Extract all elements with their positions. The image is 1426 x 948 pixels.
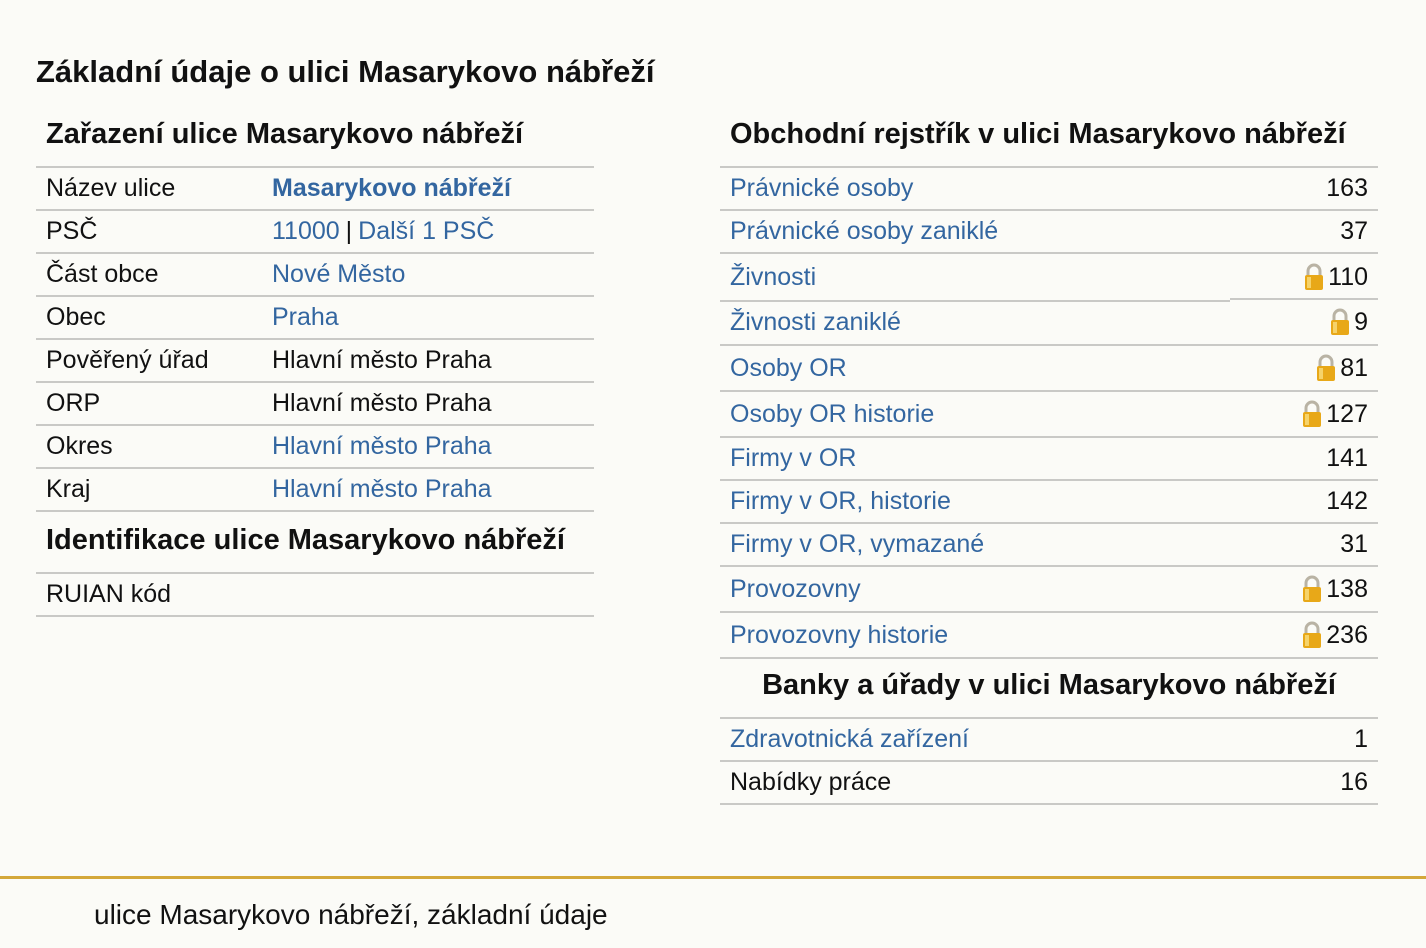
psc-row xyxy=(36,211,594,254)
list-item xyxy=(720,254,1378,300)
authorized-office-row xyxy=(36,340,594,383)
or-persons-link[interactable]: Osoby OR xyxy=(730,353,847,382)
list-item xyxy=(720,346,1378,392)
district-part-row xyxy=(36,254,594,297)
list-item xyxy=(720,613,1378,659)
footer-caption: ulice Masarykovo nábřeží, základní údaje xyxy=(94,899,608,930)
count-locked xyxy=(1301,400,1368,429)
identification-heading: Identifikace ulice Masarykovo nábřeží xyxy=(36,512,594,574)
county-link[interactable]: Hlavní město Praha xyxy=(272,432,492,460)
orp-row xyxy=(36,383,594,426)
classification-heading: Zařazení ulice Masarykovo nábřeží xyxy=(36,108,594,168)
row-label: PSČ xyxy=(46,217,98,245)
psc-link[interactable]: 11000 xyxy=(272,217,340,245)
premises-history-link[interactable]: Provozovny historie xyxy=(730,620,949,649)
count: 37 xyxy=(1340,217,1368,245)
or-companies-link[interactable]: Firmy v OR xyxy=(730,444,857,472)
separator: | xyxy=(345,217,353,245)
psc-value xyxy=(272,217,584,246)
street-name-row xyxy=(36,168,594,211)
list-item xyxy=(720,481,1378,524)
page-title: Základní údaje o ulici Masarykovo nábřeží xyxy=(36,54,655,89)
padlock-icon[interactable] xyxy=(1303,263,1325,291)
list-item xyxy=(720,719,1378,762)
count-locked xyxy=(1303,263,1368,292)
count-value: 138 xyxy=(1326,574,1368,603)
count: 142 xyxy=(1326,487,1368,515)
row-label: RUIAN kód xyxy=(46,580,172,608)
count: 141 xyxy=(1326,444,1368,472)
row-label: Pověřený úřad xyxy=(46,346,209,374)
footer-divider xyxy=(0,876,1426,879)
row-label: Název ulice xyxy=(46,174,176,202)
banks-heading: Banky a úřady v ulici Masarykovo nábřeží xyxy=(720,659,1378,719)
list-item xyxy=(720,524,1378,567)
padlock-icon[interactable] xyxy=(1315,354,1337,382)
row-label: Okres xyxy=(46,432,113,460)
or-persons-history-link[interactable]: Osoby OR historie xyxy=(730,399,935,428)
count-value: 9 xyxy=(1354,307,1368,336)
row-label: Kraj xyxy=(46,475,91,503)
padlock-icon[interactable] xyxy=(1329,308,1351,336)
or-companies-deleted-link[interactable]: Firmy v OR, vymazané xyxy=(730,530,985,558)
region-row xyxy=(36,469,594,512)
row-label: Obec xyxy=(46,303,106,331)
orp-value: Hlavní město Praha xyxy=(272,389,492,417)
list-item xyxy=(720,392,1378,438)
authorized-office-value: Hlavní město Praha xyxy=(272,346,492,374)
count-locked xyxy=(1315,354,1368,383)
count-value: 81 xyxy=(1340,353,1368,382)
district-part-link[interactable]: Nové Město xyxy=(272,260,406,288)
count: 31 xyxy=(1340,530,1368,558)
business-register-column xyxy=(720,108,1378,805)
more-psc-link[interactable]: Další 1 PSČ xyxy=(358,217,495,245)
row-label: ORP xyxy=(46,389,101,417)
street-info-column xyxy=(36,108,594,617)
or-companies-history-link[interactable]: Firmy v OR, historie xyxy=(730,487,951,515)
job-offers-label: Nabídky práce xyxy=(730,768,892,796)
list-item xyxy=(720,168,1378,211)
region-link[interactable]: Hlavní město Praha xyxy=(272,475,492,503)
street-name-link[interactable]: Masarykovo nábřeží xyxy=(272,174,511,202)
count-value: 127 xyxy=(1326,399,1368,428)
count-value: 110 xyxy=(1328,262,1368,291)
health-facilities-link[interactable]: Zdravotnická zařízení xyxy=(730,725,969,753)
premises-link[interactable]: Provozovny xyxy=(730,574,861,603)
count: 163 xyxy=(1326,174,1368,202)
padlock-icon[interactable] xyxy=(1301,575,1323,603)
count-locked xyxy=(1301,575,1368,604)
legal-entities-link[interactable]: Právnické osoby xyxy=(730,174,914,202)
municipality-link[interactable]: Praha xyxy=(272,303,339,331)
defunct-trades-link[interactable]: Živnosti zaniklé xyxy=(730,307,901,336)
defunct-legal-entities-link[interactable]: Právnické osoby zaniklé xyxy=(730,217,999,245)
count-value: 236 xyxy=(1326,620,1368,649)
count-locked xyxy=(1329,308,1368,337)
list-item xyxy=(720,567,1378,613)
count: 16 xyxy=(1340,768,1368,796)
list-item xyxy=(720,300,1378,346)
county-row xyxy=(36,426,594,469)
register-heading: Obchodní rejstřík v ulici Masarykovo nábřeží xyxy=(720,108,1378,168)
trades-link[interactable]: Živnosti xyxy=(730,262,817,291)
ruian-row xyxy=(36,574,594,617)
padlock-icon[interactable] xyxy=(1301,400,1323,428)
padlock-icon[interactable] xyxy=(1301,621,1323,649)
municipality-row xyxy=(36,297,594,340)
row-label: Část obce xyxy=(46,260,159,288)
count: 1 xyxy=(1354,725,1368,753)
count-locked xyxy=(1301,621,1368,650)
list-item xyxy=(720,211,1378,254)
list-item xyxy=(720,438,1378,481)
list-item xyxy=(720,762,1378,805)
